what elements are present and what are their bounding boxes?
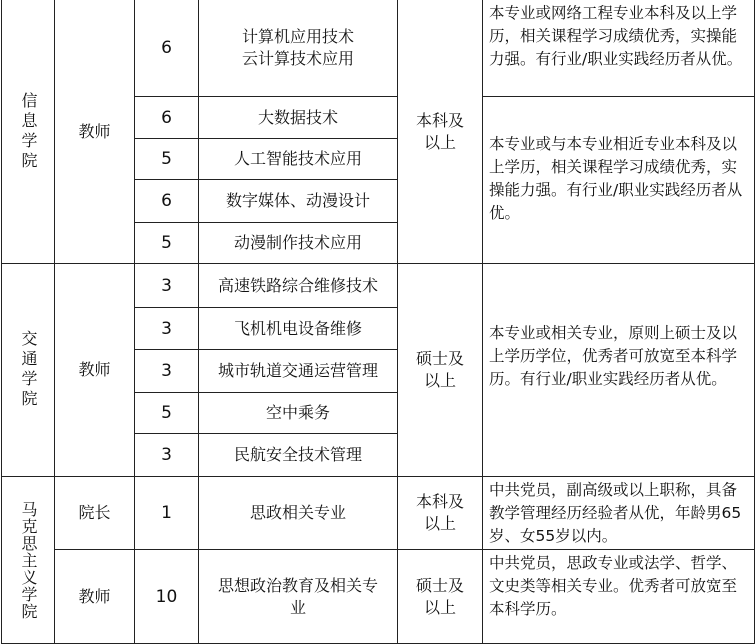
college-cell: 信息学院 xyxy=(2,0,55,264)
major-cell: 飞机机电设备维修 xyxy=(199,308,398,350)
major-cell: 数字媒体、动漫设计 xyxy=(199,180,398,223)
major-cell: 动漫制作技术应用 xyxy=(199,223,398,264)
requirement-cell: 中共党员，思政专业或法学、哲学、文史类等相关专业。优秀者可放宽至本科学历。 xyxy=(483,550,755,644)
position-cell: 院长 xyxy=(55,477,135,550)
requirement-cell: 本专业或与本专业相近专业本科及以上学历，相关课程学习成绩优秀，实操能力强。有行业/职业实践经历者从优。 xyxy=(483,97,755,264)
major-line: 计算机应用技术 xyxy=(241,27,354,46)
count-cell: 10 xyxy=(135,550,199,644)
education-cell xyxy=(398,550,483,644)
recruitment-table xyxy=(1,0,755,644)
education-cell xyxy=(398,264,483,477)
education-text: 硕士及以上 xyxy=(416,349,465,390)
education-text: 硕士及以上 xyxy=(416,575,465,617)
major-cell xyxy=(199,0,398,97)
major-cell: 思政相关专业 xyxy=(199,477,398,550)
position-cell: 教师 xyxy=(55,0,135,264)
position-cell: 教师 xyxy=(55,550,135,644)
count-cell: 3 xyxy=(135,264,199,308)
count-cell: 1 xyxy=(135,477,199,550)
count-cell: 6 xyxy=(135,97,199,139)
count-cell: 5 xyxy=(135,139,199,180)
table-row xyxy=(2,477,755,550)
major-cell: 空中乘务 xyxy=(199,393,398,434)
education-cell xyxy=(398,0,483,264)
table-row xyxy=(2,264,755,308)
education-text: 本科及以上 xyxy=(416,110,465,152)
count-cell: 5 xyxy=(135,223,199,264)
table-row xyxy=(2,0,755,97)
major-cell: 高速铁路综合维修技术 xyxy=(199,264,398,308)
position-cell: 教师 xyxy=(55,264,135,477)
count-cell: 3 xyxy=(135,350,199,393)
count-cell: 5 xyxy=(135,393,199,434)
table-row xyxy=(2,550,755,644)
requirement-cell: 中共党员，副高级或以上职称，具备教学管理经历经验者从优，年龄男65岁、女55岁以内。 xyxy=(483,477,755,550)
count-cell: 6 xyxy=(135,0,199,97)
major-cell: 思想政治教育及相关专业 xyxy=(199,550,398,644)
college-cell: 交通学院 xyxy=(2,264,55,477)
requirement-cell: 本专业或网络工程专业本科及以上学历，相关课程学习成绩优秀，实操能力强。有行业/职业实践经历者从优。 xyxy=(483,0,755,97)
college-cell: 马克思主义学院 xyxy=(2,477,55,644)
education-cell xyxy=(398,477,483,550)
education-text: 本科及以上 xyxy=(416,492,465,533)
major-cell: 大数据技术 xyxy=(199,97,398,139)
count-cell: 6 xyxy=(135,180,199,223)
major-cell: 人工智能技术应用 xyxy=(199,139,398,180)
count-cell: 3 xyxy=(135,434,199,477)
major-cell: 民航安全技术管理 xyxy=(199,434,398,477)
major-line: 云计算技术应用 xyxy=(241,49,354,68)
major-cell: 城市轨道交通运营管理 xyxy=(199,350,398,393)
count-cell: 3 xyxy=(135,308,199,350)
requirement-cell: 本专业或相关专业，原则上硕士及以上学历学位，优秀者可放宽至本科学历。有行业/职业实践经历者从优。 xyxy=(483,264,755,477)
